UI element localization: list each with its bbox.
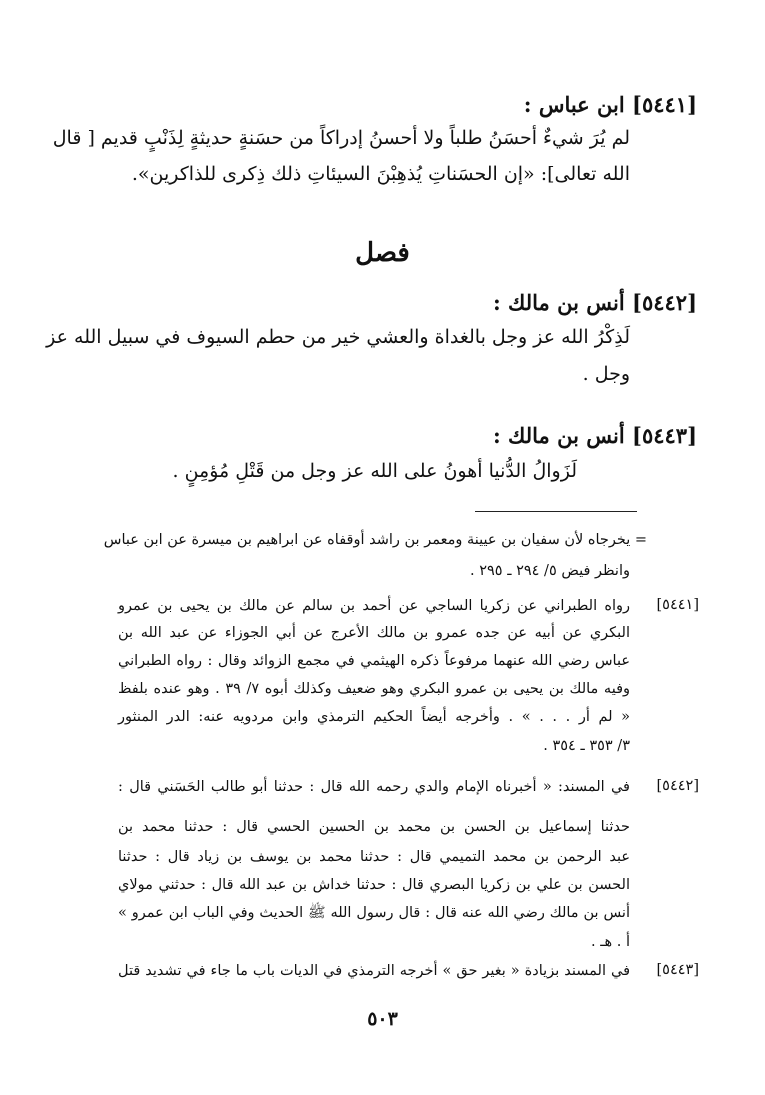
footnote-line: عباس رضي الله عنهما مرفوعاً ذكره الهيثمي في مجمع الزوائد وقال : رواه الطبراني	[118, 653, 630, 669]
footnote-number: [٥٤٤٣]	[656, 962, 699, 978]
footnote-divider	[475, 511, 637, 512]
footnote-line: في المسند بزيادة « بغير حق » أخرجه الترمذي في الديات باب ما جاء في تشديد قتل	[118, 963, 630, 979]
entry-heading: [٥٤٤١] ابن عباس :	[523, 92, 697, 117]
footnote-line: وفيه مالك بن يحيى بن عمرو البكري وهو ضعيف وكذلك أبوه ٧/ ٣٩ . وهو عنده بلفظ	[118, 681, 630, 697]
page-number: ٥٠٣	[367, 1008, 398, 1030]
footnote-line: « لم أر . . . » . وأخرجه أيضاً الحكيم الترمذي وابن مردويه عنه: الدر المنثور	[118, 709, 630, 725]
footnote-number: [٥٤٤٢]	[656, 778, 699, 794]
footnote-line: حدثنا إسماعيل بن الحسن بن محمد بن الحسين الحسي قال : حدثنا محمد بن	[118, 819, 630, 835]
footnote-number: [٥٤٤١]	[656, 597, 699, 613]
footnote-line: عبد الرحمن بن محمد التميمي قال : حدثنا محمد بن يوسف بن زياد قال : حدثنا	[118, 849, 630, 865]
footnote-line: أنس بن مالك رضي الله عنه قال : قال رسول الله ﷺ الحديث وفي الباب ابن عمرو »	[118, 905, 630, 921]
footnote-line: البكري عن أبيه عن جده عمرو بن مالك الأعرج عن أبي الجوزاء عن عبد الله بن	[118, 625, 630, 641]
footnote-line: الحسن بن علي بن زكريا البصري قال : حدثنا خداش بن عبد الله قال : حدثني مولاي	[118, 877, 630, 893]
footnote-line: في المسند: « أخبرناه الإمام والدي رحمه الله قال : حدثنا أبو طالب الحَسَني قال :	[118, 779, 630, 795]
footnote-line: = يخرجاه لأن سفيان بن عيينة ومعمر بن راشد أوقفاه عن ابراهيم بن ميسرة عن ابن عباس	[103, 532, 647, 548]
entry-text-line: لم يُرَ شيءٌ أحسَنُ طلباً ولا أحسنُ إدراكاً من حسَنةٍ حديثةٍ لِذَنْبٍ قديم [ قال	[52, 127, 630, 149]
entry-text-line: لَذِكْرُ الله عز وجل بالغداة والعشي خير من حطم السيوف في سبيل الله عز	[46, 326, 630, 348]
footnote-line: وانظر فيض ٥/ ٢٩٤ ـ ٢٩٥ .	[470, 563, 630, 579]
entry-text-line: الله تعالى]: «إن الحسَناتِ يُذهِبْنَ السيئاتِ ذلك ذِكرى للذاكرين».	[131, 163, 630, 185]
entry-heading: [٥٤٤٣] أنس بن مالك :	[492, 423, 697, 448]
footnote-line: ٣/ ٣٥٣ ـ ٣٥٤ .	[543, 738, 630, 754]
entry-heading: [٥٤٤٢] أنس بن مالك :	[492, 290, 697, 315]
entry-text-line: لَزَوالُ الدُّنيا أهونُ على الله عز وجل من قَتْلِ مُؤمِنٍ .	[172, 460, 577, 482]
footnote-line: رواه الطبراني عن زكريا الساجي عن أحمد بن سالم عن مالك بن يحيى بن عمرو	[118, 598, 630, 614]
footnote-line: أ . هـ .	[591, 934, 630, 950]
section-title: فصل	[355, 238, 410, 268]
entry-text-line: وجل .	[582, 363, 630, 385]
